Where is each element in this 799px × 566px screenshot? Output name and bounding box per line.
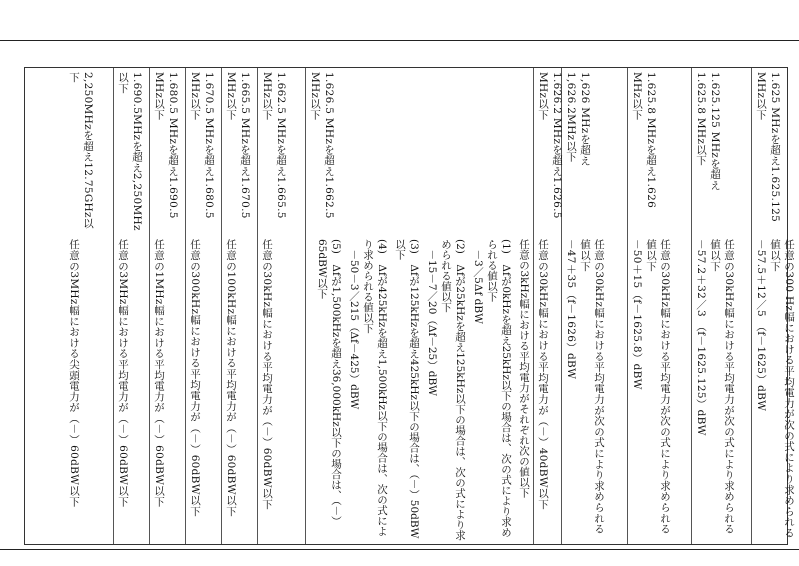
emission-condition: 任意の3MHz幅における平均電力が（－）60dBW以下 [117,239,129,507]
frequency-range: 1.626.2 MHzを超え1.626.5 MHz以下 [537,72,563,223]
top-rule [0,40,799,41]
bottom-rule [0,549,799,550]
emission-condition: 任意の3MHz幅における尖頭電力が（－）60dBW以下 [68,239,80,507]
frequency-range: 1.670.5 MHzを超え1.680.5 MHz以下 [189,72,215,223]
emission-condition: 任意の30kHz幅における平均電力が次の式により求められる値以下 －47＋35（f－1626）dBW [565,239,605,535]
frequency-range: 1.680.5 MHzを超え1.690.5 MHz以下 [153,72,179,223]
emission-limits-table [24,67,795,545]
condition-item: (1) Δfが0kHzを超え25kHz以下の場合は、次の式により求められる値以下 －3／5Δf dBW [472,239,512,538]
frequency-range: 1.625.125 MHzを超え1.625.8 MHz以下 [695,72,721,191]
emission-condition: 任意の30kHz幅における平均電力が（－）40dBW以下 [537,239,549,510]
table-row [257,68,305,544]
condition-item: (2) Δfが25kHzを超え125kHz以下の場合は、次の式により求められる値以下 －15－7／20（Δf－25）dBW [426,239,466,541]
condition-item: (4) Δfが425kHzを超え1,500kHz以下の場合は、次の式により求められる値以下 －50－3／215（Δf－425）dBW [348,239,388,537]
emission-condition: 任意の100kHz幅における平均電力が（－）60dBW以下 [225,239,237,517]
table-row [691,68,751,544]
table-row [65,68,113,544]
table-row [185,68,221,544]
table-row [561,68,627,544]
table-row [533,68,561,544]
frequency-range: 1.626.5 MHzを超え1.662.5 MHz以下 [309,72,335,223]
frequency-range: 1.625 MHzを超え1.625.125 MHz以下 [755,72,781,226]
emission-condition: 任意の300kHz幅における平均電力が（－）60dBW以下 [189,239,201,517]
emission-condition: 任意の30kHz幅における平均電力が（－）60dBW以下 [261,239,273,510]
frequency-range: 1.625.8 MHzを超え1.626 MHz以下 [631,72,657,212]
frequency-range: 1.690.5MHzを超え2,250MHz以下 [117,72,143,231]
emission-condition: 任意の300 Hz幅における平均電力が次の式により求められる値以下 －57.5＋12／5 （f－1625）dBW [755,239,795,539]
table-row [149,68,185,544]
table-row [305,68,533,544]
condition-item: (3) Δfが125kHzを超え425kHz以下の場合は、（－）50dBW以下 [394,239,420,539]
table-row [627,68,691,544]
table-row [751,68,795,544]
frequency-range: 2,250MHzを超え12.75GHz以下 [68,72,94,229]
frequency-range: 1.662.5 MHzを超え1.665.5 MHz以下 [261,72,287,223]
emission-condition: 任意の30kHz幅における平均電力が次の式により求められる値以下 －50＋15（f－1625.8）dBW [631,239,671,535]
emission-condition: 任意の3kHz幅における平均電力がそれぞれ次の値以下 [518,239,530,498]
table-row [113,68,149,544]
condition-item: (5) Δfが1,500kHzを超え36,000kHz以下の場合は、（－）65dBW以下 [316,239,342,527]
frequency-range: 1.665.5 MHzを超え1.670.5 MHz以下 [225,72,251,223]
frequency-range: 1,626 MHzを超え1,626.2MHz以下 [565,72,591,166]
emission-condition: 任意の1MHz幅における平均電力が（－）60dBW以下 [153,239,165,507]
emission-condition: 任意の30kHz幅における平均電力が次の式により求められる値以下 －57.2＋32／3 （f－1625.125）dBW [695,239,735,535]
table-row [221,68,257,544]
